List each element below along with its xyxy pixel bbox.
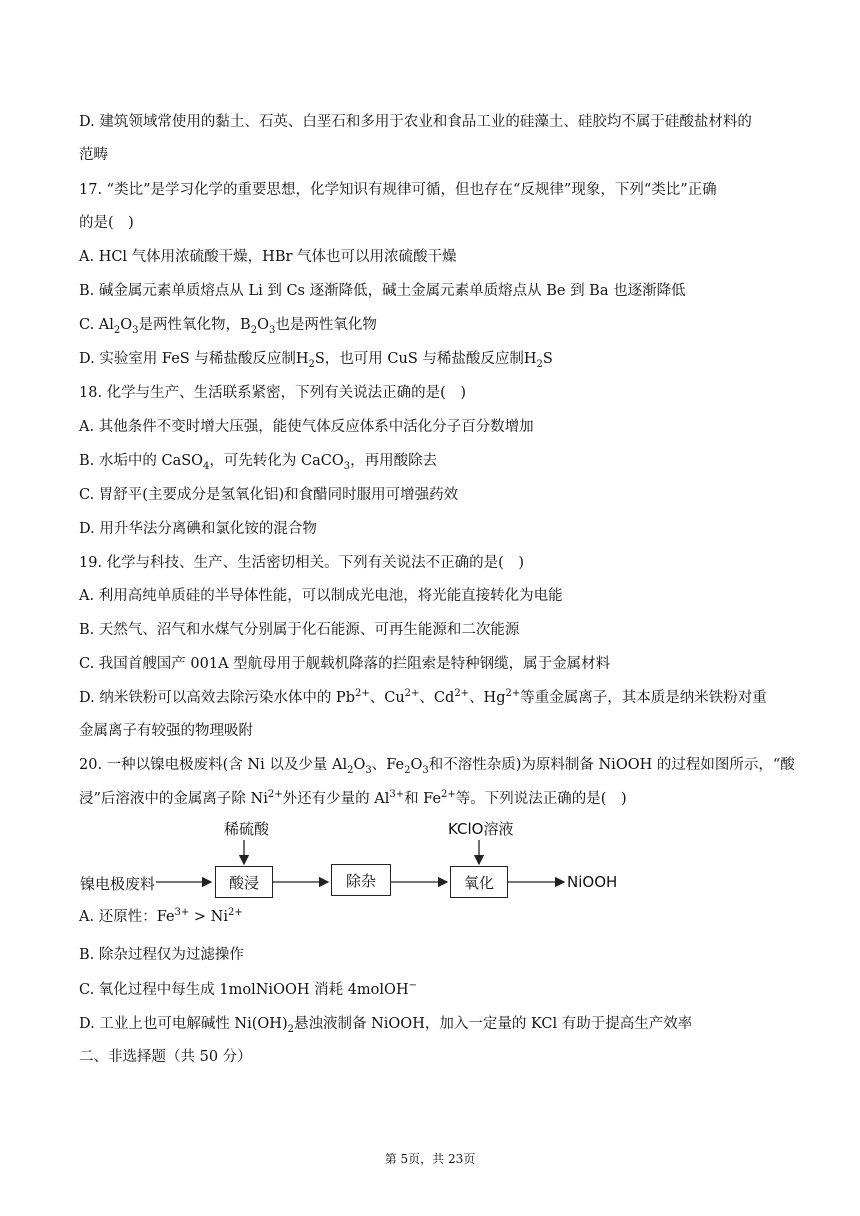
text: 范畴 [79,147,108,163]
text: C. Al [79,317,114,333]
text: 也是两性氧化物 [275,317,377,333]
text: B. 水垢中的 CaSO [79,453,204,469]
option-d-line2 [79,145,783,165]
text: 是两性氧化物，B [138,317,251,333]
subscript: 3 [132,324,139,336]
flow-output-label: NiOOH [567,873,618,891]
subscript: 3 [422,764,429,776]
question-17-stem-cont [79,213,783,233]
text: D. 建筑领域常使用的黏土、石英、白垩石和多用于农业和食品工业的硅藻土、硅胶均不属于硅酸盐材料的 [79,114,752,130]
section-heading [79,1047,783,1067]
q18-option-b [79,451,783,471]
text: D. 工业上也可电解碱性 Ni(OH) [79,1016,288,1032]
question-20-stem [79,755,795,776]
text: ，可先转化为 CaCO [209,453,344,469]
step-label: 氧化 [463,873,494,892]
text: 和 Fe [404,791,442,807]
text: 17. “类比”是学习化学的重要思想，化学知识有规律可循，但也存在“反规律”现象，下列“类比”正确 [79,182,717,198]
text: O [353,757,366,773]
text: D. 用升华法分离碘和氯化铵的混合物 [79,521,317,537]
superscript: 2+ [454,688,470,700]
text: S [542,351,553,367]
q17-option-a [79,247,783,267]
subscript: 2 [250,324,258,336]
text: C. 胃舒平(主要成分是氢氧化铝)和食醋同时服用可增强药效 [79,487,459,503]
superscript: 2+ [228,907,243,919]
text: 等重金属离子，其本质是纳米铁粉对重 [520,690,767,706]
text: ，再用酸除去 [350,453,438,469]
q19-option-d-cont [79,721,783,741]
q20-option-b [79,945,783,965]
page-footer: 第 5页，共 23页 [384,1152,476,1166]
text: 18. 化学与生产、生活联系紧密，下列有关说法正确的是( ) [79,385,466,401]
text: B. 除杂过程仅为过滤操作 [79,947,244,963]
text: A. 其他条件不变时增大压强，能使气体反应体系中活化分子百分数增加 [79,419,534,435]
question-20-stem-cont [79,789,783,809]
subscript: 3 [343,460,351,472]
superscript: 3+ [389,789,405,801]
q19-option-b [79,620,783,640]
superscript: 2+ [441,789,456,801]
superscript: 2+ [505,688,521,700]
text: 20. 一种以镍电极废料(含 Ni 以及少量 Al [79,757,348,773]
flow-step-purify [331,864,391,896]
option-d-line1 [79,112,783,132]
text: 、Cd [419,690,455,706]
text: 、Hg [469,690,506,706]
text: 的是( ) [79,215,134,231]
subscript: 2 [404,764,411,776]
flow-input-label: 镍电极废料 [80,875,156,893]
subscript: 2 [536,358,543,370]
text: 、Fe [371,757,405,773]
text: D. 实验室用 FeS 与稀盐酸反应制H [79,351,309,367]
q20-option-c [79,980,783,1000]
q19-option-d [79,688,783,708]
q17-option-b [79,281,783,301]
text: A. 利用高纯单质硅的半导体性能，可以制成光电池，将光能直接转化为电能 [79,588,563,604]
text: 等。下列说法正确的是( ) [455,791,627,807]
text: 、Cu [369,690,405,706]
question-18-stem [79,383,783,403]
q18-option-d [79,519,783,539]
text: S，也可用 CuS 与稀盐酸反应制H [314,351,537,367]
q19-option-a [79,586,783,606]
q17-option-c [79,315,783,335]
superscript: 3+ [174,907,190,919]
subscript: 2 [347,764,354,776]
flow-reagent-kclo: KClO溶液 [448,820,514,838]
step-label: 除杂 [345,871,376,890]
subscript: 2 [287,1023,294,1035]
superscript: 2+ [267,789,283,801]
flow-step-oxidize [450,866,508,898]
process-flowchart [78,814,638,904]
q18-option-c [79,485,783,505]
text: 二、非选择题（共 50 分） [79,1049,252,1065]
text: B. 碱金属元素单质熔点从 Li 到 Cs 逐渐降低，碱土金属元素单质熔点从 Be 到 Ba 也逐渐降低 [79,283,686,299]
text: O [120,317,133,333]
question-17-stem [79,180,783,200]
subscript: 3 [365,764,372,776]
text: > Ni [189,909,228,925]
text: 悬浊液制备 NiOOH，加入一定量的 KCl 有助于提高生产效率 [293,1016,693,1032]
step-label: 酸浸 [228,873,259,892]
subscript: 2 [113,324,121,336]
text: C. 氧化过程中每生成 1molNiOOH 消耗 4molOH [79,982,409,998]
text: C. 我国首艘国产 001A 型航母用于舰载机降落的拦阻索是特种钢缆，属于金属材料 [79,656,611,672]
subscript: 4 [203,460,210,472]
q20-option-d [79,1014,783,1034]
q20-option-a [79,907,783,927]
text: O [410,757,423,773]
superscript: 2+ [404,688,420,700]
q19-option-c [79,654,783,674]
text: 和不溶性杂质)为原料制备 NiOOH 的过程如图所示，“酸 [428,757,795,773]
text: D. 纳米铁粉可以高效去除污染水体中的 Pb [79,690,355,706]
text: B. 天然气、沼气和水煤气分别属于化石能源、可再生能源和二次能源 [79,622,520,638]
q18-option-a [79,417,783,437]
text: O [257,317,269,333]
text: A. HCl 气体用浓硫酸干燥，HBr 气体也可以用浓硫酸干燥 [79,249,457,265]
text: 外还有少量的 Al [282,791,390,807]
text: 浸”后溶液中的金属离子除 Ni [79,791,268,807]
subscript: 3 [268,324,276,336]
flow-step-leach [215,866,273,898]
q17-option-d [79,349,783,369]
text: 金属离子有较强的物理吸附 [79,723,253,739]
text: A. 还原性：Fe [79,909,175,925]
superscript: − [408,980,417,992]
superscript: 2+ [354,688,370,700]
text: 19. 化学与科技、生产、生活密切相关。下列有关说法不正确的是( ) [79,555,524,571]
question-19-stem [79,553,783,573]
subscript: 2 [308,358,315,370]
flow-reagent-acid: 稀硫酸 [224,820,270,838]
